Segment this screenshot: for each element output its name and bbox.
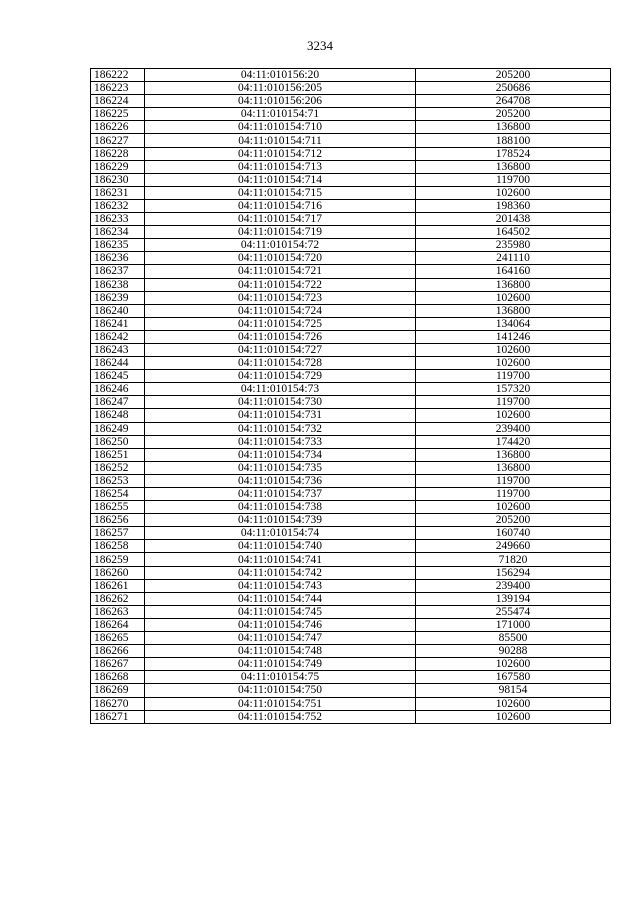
value-cell: 119700 (416, 173, 611, 186)
row-id-cell: 186250 (91, 435, 145, 448)
row-id-cell: 186245 (91, 370, 145, 383)
cadastral-number-cell: 04:11:010154:731 (145, 409, 416, 422)
table-row (91, 95, 611, 108)
value-cell: 102600 (416, 710, 611, 723)
row-id-cell: 186231 (91, 186, 145, 199)
value-cell: 241110 (416, 252, 611, 265)
value-cell: 102600 (416, 291, 611, 304)
row-id-cell: 186258 (91, 540, 145, 553)
value-cell: 71820 (416, 553, 611, 566)
cadastral-number-cell: 04:11:010154:732 (145, 422, 416, 435)
row-id-cell: 186253 (91, 474, 145, 487)
value-cell: 119700 (416, 396, 611, 409)
value-cell: 250686 (416, 82, 611, 95)
row-id-cell: 186223 (91, 82, 145, 95)
cadastral-number-cell: 04:11:010154:746 (145, 618, 416, 631)
table-row (91, 422, 611, 435)
value-cell: 102600 (416, 186, 611, 199)
table-row (91, 448, 611, 461)
row-id-cell: 186230 (91, 173, 145, 186)
value-cell: 141246 (416, 330, 611, 343)
value-cell: 136800 (416, 278, 611, 291)
row-id-cell: 186235 (91, 239, 145, 252)
row-id-cell: 186236 (91, 252, 145, 265)
row-id-cell: 186241 (91, 317, 145, 330)
value-cell: 102600 (416, 501, 611, 514)
table-row (91, 501, 611, 514)
value-cell: 85500 (416, 632, 611, 645)
value-cell: 178524 (416, 147, 611, 160)
value-cell: 102600 (416, 697, 611, 710)
table-row (91, 579, 611, 592)
table-row (91, 343, 611, 356)
row-id-cell: 186239 (91, 291, 145, 304)
cadastral-number-cell: 04:11:010156:205 (145, 82, 416, 95)
table-row (91, 330, 611, 343)
table-row (91, 566, 611, 579)
table-row (91, 82, 611, 95)
row-id-cell: 186242 (91, 330, 145, 343)
value-cell: 157320 (416, 383, 611, 396)
table-row (91, 370, 611, 383)
row-id-cell: 186246 (91, 383, 145, 396)
cadastral-number-cell: 04:11:010154:74 (145, 527, 416, 540)
table-row (91, 658, 611, 671)
row-id-cell: 186262 (91, 592, 145, 605)
table-row (91, 632, 611, 645)
cadastral-number-cell: 04:11:010156:20 (145, 69, 416, 82)
row-id-cell: 186261 (91, 579, 145, 592)
value-cell: 102600 (416, 357, 611, 370)
value-cell: 160740 (416, 527, 611, 540)
row-id-cell: 186238 (91, 278, 145, 291)
value-cell: 136800 (416, 448, 611, 461)
row-id-cell: 186268 (91, 671, 145, 684)
cadastral-number-cell: 04:11:010154:734 (145, 448, 416, 461)
table-row (91, 147, 611, 160)
cadastral-number-cell: 04:11:010154:742 (145, 566, 416, 579)
table-row (91, 186, 611, 199)
value-cell: 239400 (416, 579, 611, 592)
cadastral-number-cell: 04:11:010154:739 (145, 514, 416, 527)
cadastral-number-cell: 04:11:010154:723 (145, 291, 416, 304)
row-id-cell: 186244 (91, 357, 145, 370)
cadastral-number-cell: 04:11:010154:729 (145, 370, 416, 383)
cadastral-number-cell: 04:11:010154:716 (145, 199, 416, 212)
row-id-cell: 186249 (91, 422, 145, 435)
row-id-cell: 186256 (91, 514, 145, 527)
row-id-cell: 186263 (91, 605, 145, 618)
cadastral-number-cell: 04:11:010154:713 (145, 160, 416, 173)
cadastral-number-cell: 04:11:010154:72 (145, 239, 416, 252)
cadastral-number-cell: 04:11:010154:725 (145, 317, 416, 330)
value-cell: 201438 (416, 213, 611, 226)
row-id-cell: 186251 (91, 448, 145, 461)
cadastral-number-cell: 04:11:010154:714 (145, 173, 416, 186)
data-table (90, 68, 611, 724)
row-id-cell: 186222 (91, 69, 145, 82)
value-cell: 167580 (416, 671, 611, 684)
table-row (91, 435, 611, 448)
table-row (91, 357, 611, 370)
cadastral-number-cell: 04:11:010154:75 (145, 671, 416, 684)
table-row (91, 514, 611, 527)
cadastral-number-cell: 04:11:010154:724 (145, 304, 416, 317)
value-cell: 119700 (416, 474, 611, 487)
row-id-cell: 186260 (91, 566, 145, 579)
row-id-cell: 186234 (91, 226, 145, 239)
table-row (91, 278, 611, 291)
value-cell: 102600 (416, 658, 611, 671)
row-id-cell: 186240 (91, 304, 145, 317)
cadastral-number-cell: 04:11:010154:743 (145, 579, 416, 592)
row-id-cell: 186266 (91, 645, 145, 658)
row-id-cell: 186257 (91, 527, 145, 540)
cadastral-number-cell: 04:11:010154:749 (145, 658, 416, 671)
table-row (91, 605, 611, 618)
cadastral-number-cell: 04:11:010154:717 (145, 213, 416, 226)
row-id-cell: 186225 (91, 108, 145, 121)
cadastral-number-cell: 04:11:010154:748 (145, 645, 416, 658)
cadastral-number-cell: 04:11:010154:722 (145, 278, 416, 291)
row-id-cell: 186255 (91, 501, 145, 514)
cadastral-number-cell: 04:11:010154:736 (145, 474, 416, 487)
table-row (91, 710, 611, 723)
table-row (91, 527, 611, 540)
row-id-cell: 186226 (91, 121, 145, 134)
cadastral-number-cell: 04:11:010156:206 (145, 95, 416, 108)
value-cell: 98154 (416, 684, 611, 697)
table-row (91, 540, 611, 553)
value-cell: 188100 (416, 134, 611, 147)
table-row (91, 592, 611, 605)
cadastral-number-cell: 04:11:010154:720 (145, 252, 416, 265)
row-id-cell: 186267 (91, 658, 145, 671)
value-cell: 164502 (416, 226, 611, 239)
value-cell: 205200 (416, 69, 611, 82)
cadastral-number-cell: 04:11:010154:715 (145, 186, 416, 199)
value-cell: 136800 (416, 304, 611, 317)
row-id-cell: 186229 (91, 160, 145, 173)
cadastral-number-cell: 04:11:010154:752 (145, 710, 416, 723)
cadastral-number-cell: 04:11:010154:727 (145, 343, 416, 356)
value-cell: 205200 (416, 108, 611, 121)
table-row (91, 160, 611, 173)
row-id-cell: 186247 (91, 396, 145, 409)
value-cell: 235980 (416, 239, 611, 252)
value-cell: 90288 (416, 645, 611, 658)
cadastral-number-cell: 04:11:010154:740 (145, 540, 416, 553)
row-id-cell: 186269 (91, 684, 145, 697)
table-row (91, 291, 611, 304)
cadastral-number-cell: 04:11:010154:733 (145, 435, 416, 448)
row-id-cell: 186237 (91, 265, 145, 278)
table-row (91, 488, 611, 501)
value-cell: 264708 (416, 95, 611, 108)
table-row (91, 671, 611, 684)
row-id-cell: 186233 (91, 213, 145, 226)
value-cell: 198360 (416, 199, 611, 212)
table-row (91, 461, 611, 474)
value-cell: 136800 (416, 121, 611, 134)
cadastral-number-cell: 04:11:010154:741 (145, 553, 416, 566)
table-row (91, 645, 611, 658)
table-row (91, 383, 611, 396)
cadastral-number-cell: 04:11:010154:711 (145, 134, 416, 147)
row-id-cell: 186252 (91, 461, 145, 474)
table-row (91, 134, 611, 147)
row-id-cell: 186248 (91, 409, 145, 422)
value-cell: 249660 (416, 540, 611, 553)
value-cell: 255474 (416, 605, 611, 618)
row-id-cell: 186224 (91, 95, 145, 108)
table-row (91, 108, 611, 121)
value-cell: 102600 (416, 343, 611, 356)
value-cell: 164160 (416, 265, 611, 278)
table-row (91, 173, 611, 186)
cadastral-number-cell: 04:11:010154:737 (145, 488, 416, 501)
cadastral-number-cell: 04:11:010154:712 (145, 147, 416, 160)
value-cell: 239400 (416, 422, 611, 435)
cadastral-number-cell: 04:11:010154:745 (145, 605, 416, 618)
value-cell: 119700 (416, 370, 611, 383)
table-row (91, 265, 611, 278)
row-id-cell: 186259 (91, 553, 145, 566)
cadastral-number-cell: 04:11:010154:726 (145, 330, 416, 343)
cadastral-number-cell: 04:11:010154:719 (145, 226, 416, 239)
value-cell: 174420 (416, 435, 611, 448)
table-row (91, 684, 611, 697)
value-cell: 156294 (416, 566, 611, 579)
cadastral-number-cell: 04:11:010154:721 (145, 265, 416, 278)
value-cell: 119700 (416, 488, 611, 501)
value-cell: 134064 (416, 317, 611, 330)
table-row (91, 252, 611, 265)
table-row (91, 304, 611, 317)
row-id-cell: 186228 (91, 147, 145, 160)
cadastral-number-cell: 04:11:010154:73 (145, 383, 416, 396)
table-row (91, 409, 611, 422)
table-row (91, 121, 611, 134)
table-row (91, 69, 611, 82)
table-row (91, 474, 611, 487)
row-id-cell: 186227 (91, 134, 145, 147)
row-id-cell: 186254 (91, 488, 145, 501)
row-id-cell: 186270 (91, 697, 145, 710)
cadastral-number-cell: 04:11:010154:751 (145, 697, 416, 710)
row-id-cell: 186264 (91, 618, 145, 631)
value-cell: 139194 (416, 592, 611, 605)
cadastral-number-cell: 04:11:010154:735 (145, 461, 416, 474)
table-row (91, 553, 611, 566)
table-row (91, 213, 611, 226)
table-row (91, 618, 611, 631)
page-number: 3234 (307, 38, 333, 53)
table-row (91, 317, 611, 330)
row-id-cell: 186243 (91, 343, 145, 356)
row-id-cell: 186232 (91, 199, 145, 212)
table-row (91, 697, 611, 710)
row-id-cell: 186265 (91, 632, 145, 645)
cadastral-number-cell: 04:11:010154:730 (145, 396, 416, 409)
cadastral-number-cell: 04:11:010154:744 (145, 592, 416, 605)
cadastral-number-cell: 04:11:010154:710 (145, 121, 416, 134)
row-id-cell: 186271 (91, 710, 145, 723)
value-cell: 136800 (416, 461, 611, 474)
cadastral-number-cell: 04:11:010154:738 (145, 501, 416, 514)
cadastral-number-cell: 04:11:010154:728 (145, 357, 416, 370)
value-cell: 102600 (416, 409, 611, 422)
value-cell: 136800 (416, 160, 611, 173)
table-body (91, 69, 611, 724)
value-cell: 171000 (416, 618, 611, 631)
value-cell: 205200 (416, 514, 611, 527)
table-row (91, 226, 611, 239)
cadastral-number-cell: 04:11:010154:750 (145, 684, 416, 697)
table-row (91, 239, 611, 252)
cadastral-number-cell: 04:11:010154:71 (145, 108, 416, 121)
table-row (91, 199, 611, 212)
table-row (91, 396, 611, 409)
cadastral-number-cell: 04:11:010154:747 (145, 632, 416, 645)
